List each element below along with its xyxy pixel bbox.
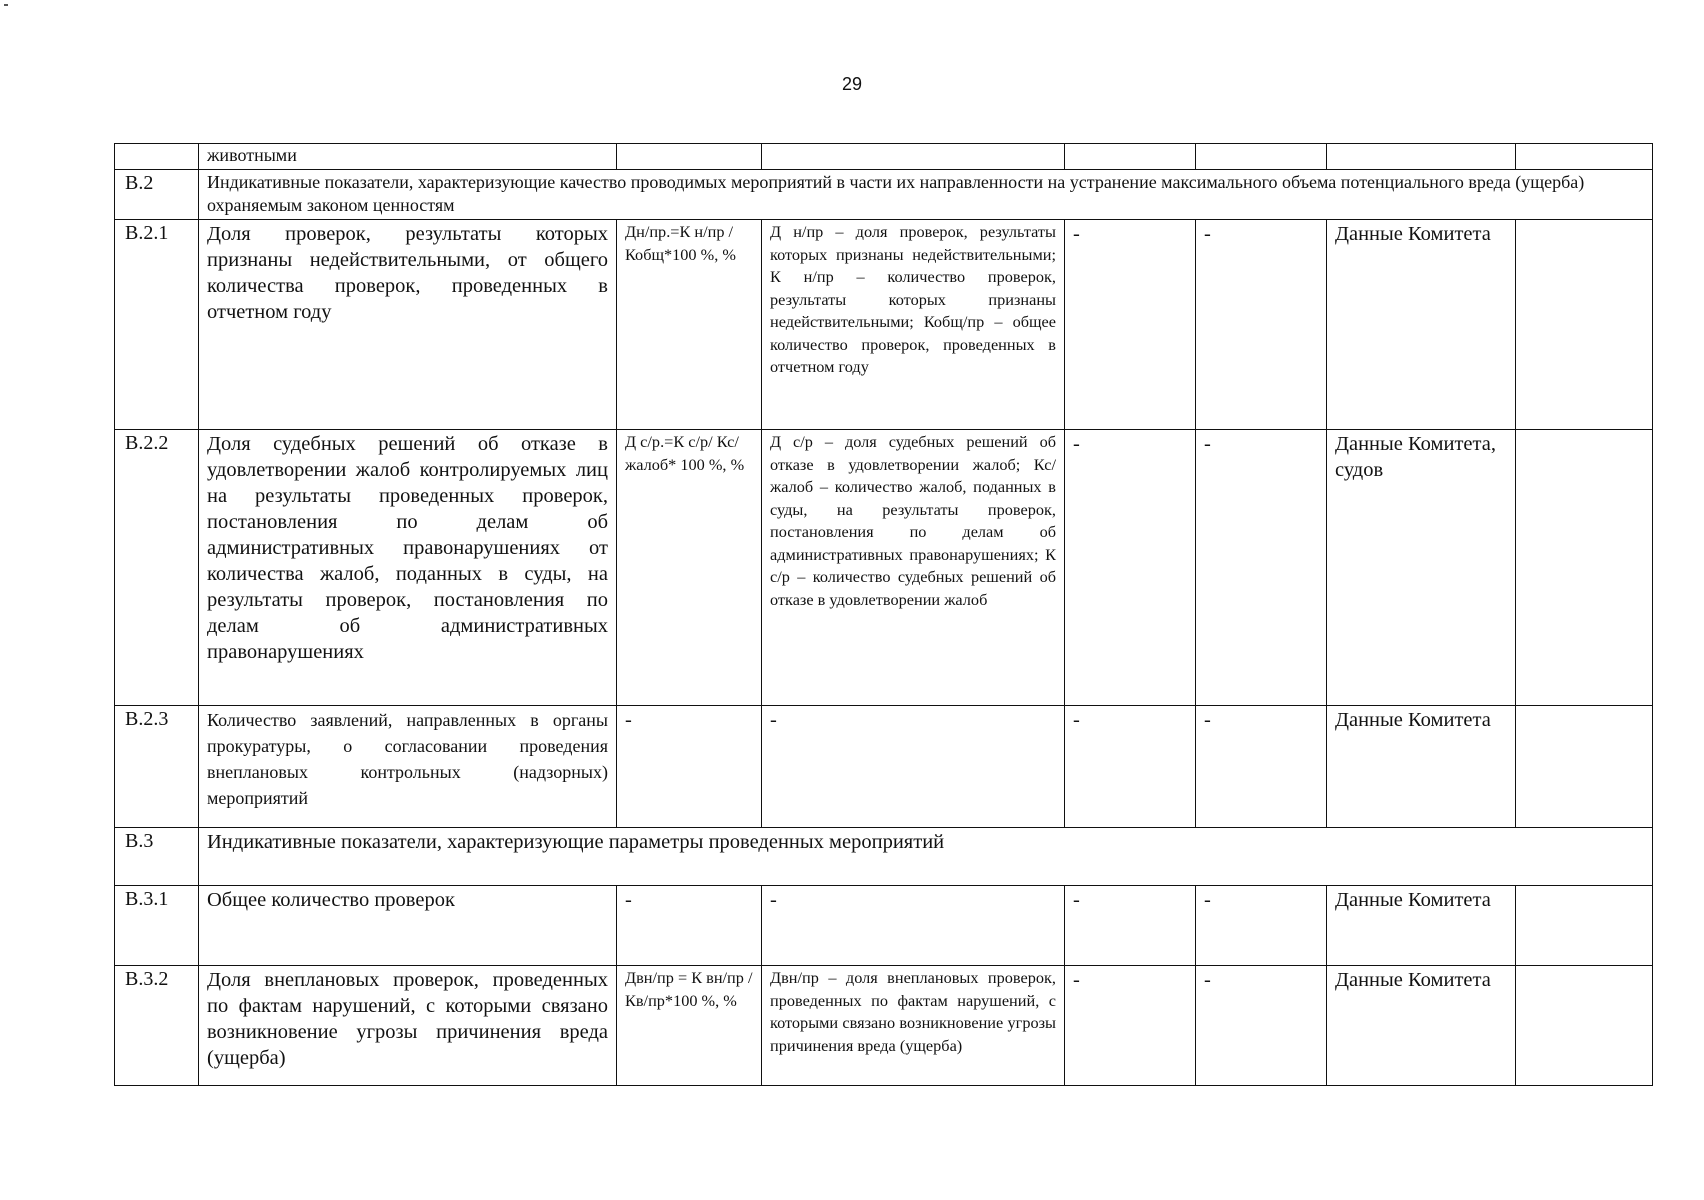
indicator-name: Общее количество проверок xyxy=(199,886,617,966)
cell-col8 xyxy=(1516,144,1653,170)
cell-col5: - xyxy=(1196,220,1327,430)
section-number: В.3 xyxy=(115,828,199,886)
indicator-definition: - xyxy=(762,886,1065,966)
cell-col4 xyxy=(1065,144,1196,170)
cell-col5: - xyxy=(1196,430,1327,706)
cell-col8 xyxy=(1516,966,1653,1086)
indicator-definition: Д н/пр – доля проверок, результаты которых признаны недействительными; К н/пр – количество проверок, результаты которых признаны недействительными; Кобщ/пр – общее количество проверок, проведенных в отчетном году xyxy=(762,220,1065,430)
section-number: В.2 xyxy=(115,170,199,220)
indicator-formula: Дн/пр.=К н/пр / Кобщ*100 %, % xyxy=(617,220,762,430)
indicator-definition: - xyxy=(762,706,1065,828)
data-source: Данные Комитета xyxy=(1327,706,1516,828)
cell-col5 xyxy=(1196,144,1327,170)
page-number: 29 xyxy=(841,74,863,94)
indicator-formula: - xyxy=(617,706,762,828)
cell-col4: - xyxy=(1065,430,1196,706)
indicator-definition: Двн/пр – доля внеплановых проверок, проведенных по фактам нарушений, с которыми связано возникновение угрозы причинения вреда (ущерба) xyxy=(762,966,1065,1086)
table-row xyxy=(115,430,1653,706)
cell-col5: - xyxy=(1196,966,1327,1086)
data-source: Данные Комитета xyxy=(1327,966,1516,1086)
section-title: Индикативные показатели, характеризующие параметры проведенных мероприятий xyxy=(199,828,1653,886)
cell-col4: - xyxy=(1065,220,1196,430)
table-row xyxy=(115,220,1653,430)
section-row xyxy=(115,170,1653,220)
indicator-name: Количество заявлений, направленных в органы прокуратуры, о согласовании проведения внеплановых контрольных (надзорных) мероприятий xyxy=(199,706,617,828)
row-number: В.2.2 xyxy=(115,430,199,706)
cell-num xyxy=(115,144,199,170)
indicators-table xyxy=(114,143,1653,1086)
cell-col8 xyxy=(1516,220,1653,430)
section-row xyxy=(115,828,1653,886)
indicator-formula: - xyxy=(617,886,762,966)
cell-col8 xyxy=(1516,886,1653,966)
cell-col4: - xyxy=(1065,706,1196,828)
cell-col4: - xyxy=(1065,886,1196,966)
table-row xyxy=(115,886,1653,966)
scan-mark xyxy=(4,4,8,6)
table-row xyxy=(115,144,1653,170)
cell-name: животными xyxy=(199,144,617,170)
data-source: Данные Комитета xyxy=(1327,220,1516,430)
section-title: Индикативные показатели, характеризующие качество проводимых мероприятий в части их направленности на устранение максимального объема потенциального вреда (ущерба) охраняемым законом ценностям xyxy=(199,170,1653,220)
cell-formula xyxy=(617,144,762,170)
row-number: В.2.1 xyxy=(115,220,199,430)
cell-col5: - xyxy=(1196,706,1327,828)
data-source: Данные Комитета xyxy=(1327,886,1516,966)
indicator-formula: Д с/р.=К с/р/ Кс/жалоб* 100 %, % xyxy=(617,430,762,706)
indicator-name: Доля проверок, результаты которых признаны недействительными, от общего количества проверок, проведенных в отчетном году xyxy=(199,220,617,430)
table-row xyxy=(115,706,1653,828)
table-row xyxy=(115,966,1653,1086)
indicator-definition: Д с/р – доля судебных решений об отказе в удовлетворении жалоб; Кс/жалоб – количество жалоб, поданных в суды, на результаты проверок, постановления по делам об административных правонарушениях; К с/р – количество судебных решений об отказе в удовлетворении жалоб xyxy=(762,430,1065,706)
cell-col8 xyxy=(1516,706,1653,828)
cell-source xyxy=(1327,144,1516,170)
indicator-name: Доля внеплановых проверок, проведенных по фактам нарушений, с которыми связано возникновение угрозы причинения вреда (ущерба) xyxy=(199,966,617,1086)
indicator-formula: Двн/пр = К вн/пр / Кв/пр*100 %, % xyxy=(617,966,762,1086)
cell-col4: - xyxy=(1065,966,1196,1086)
cell-col8 xyxy=(1516,430,1653,706)
cell-col5: - xyxy=(1196,886,1327,966)
row-number: В.3.2 xyxy=(115,966,199,1086)
data-source: Данные Комитета, судов xyxy=(1327,430,1516,706)
row-number: В.2.3 xyxy=(115,706,199,828)
row-number: В.3.1 xyxy=(115,886,199,966)
cell-definition xyxy=(762,144,1065,170)
indicator-name: Доля судебных решений об отказе в удовлетворении жалоб контролируемых лиц на результаты проведенных проверок, постановления по делам об административных правонарушениях от количества жалоб, поданных в суды, на результаты проверок, постановления по делам об административных правонарушениях xyxy=(199,430,617,706)
